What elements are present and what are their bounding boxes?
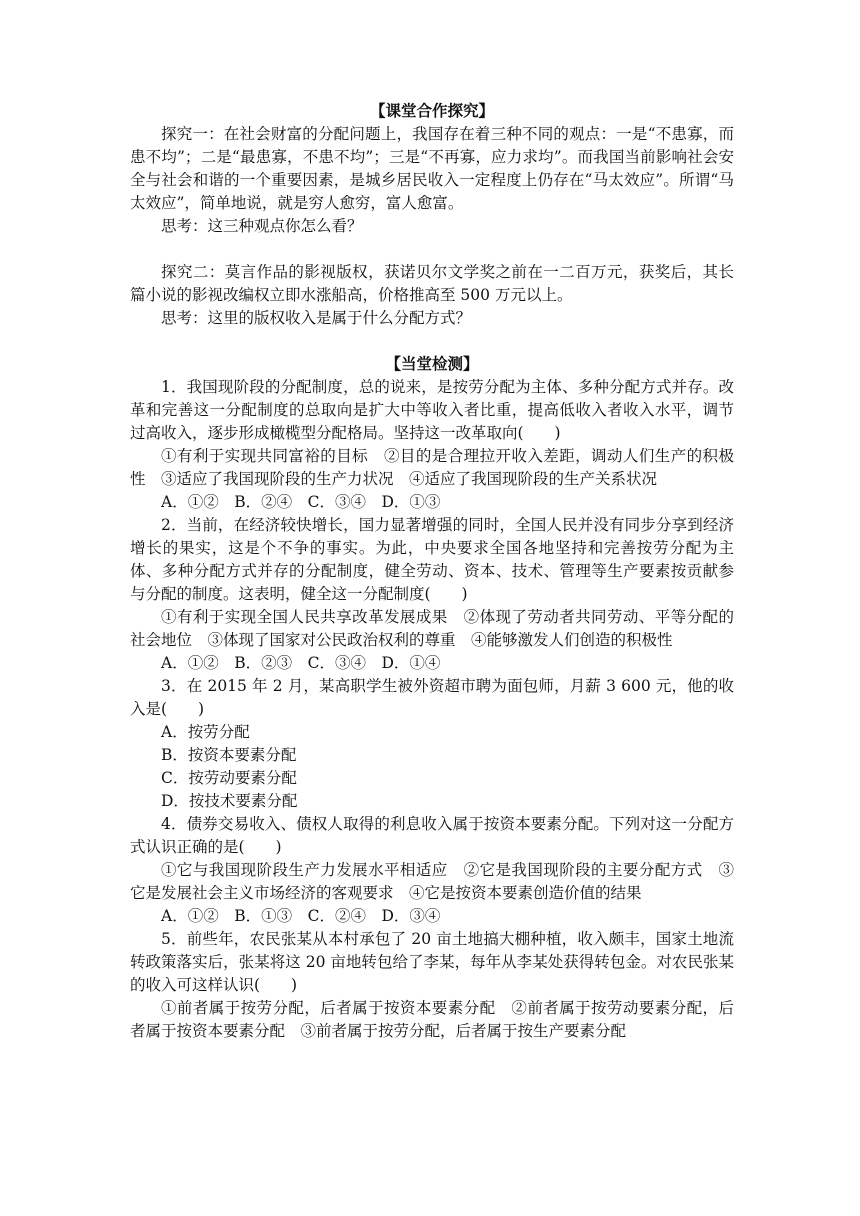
question-3-stem: 3．在 2015 年 2 月，某高职学生被外资超市聘为面包师，月薪 3 600 元，他的收入是( ) (130, 677, 734, 718)
question-3-option-b: B．按资本要素分配 (161, 746, 297, 764)
question-4-options: A．①② B．①③ C．②④ D．③④ (161, 907, 441, 925)
question-1-options: A．①② B．②④ C．③④ D．①③ (161, 493, 441, 511)
blank-line (130, 330, 734, 353)
question-2-items: ①有利于实现全国人民共享改革发展成果 ②体现了劳动者共同劳动、平等分配的社会地位 ③体现了国家对公民政治权利的尊重 ④能够激发人们创造的积极性 (130, 608, 734, 649)
question-4-items: ①它与我国现阶段生产力发展水平相适应 ②它是我国现阶段的主要分配方式 ③它是发展社会主义市场经济的客观要求 ④它是按资本要素创造价值的结果 (130, 861, 734, 902)
exploration-one: 探究一：在社会财富的分配问题上，我国存在着三种不同的观点：一是“不患寡，而患不均”；二是“最患寡，不患不均”；三是“不再寡，应力求均”。而我国当前影响社会安全与社会和谐的一个重要因素，是城乡居民收入一定程度上仍存在“马太效应”。所谓“马太效应”，简单地说，就是穷人愈穷，富人愈富。 (130, 125, 734, 212)
section-title-cooperative-exploration: 【课堂合作探究】 (369, 102, 494, 120)
question-5-items: ①前者属于按劳分配，后者属于按资本要素分配 ②前者属于按劳动要素分配，后者属于按资本要素分配 ③前者属于按劳分配，后者属于按生产要素分配 (130, 999, 734, 1040)
blank-line (130, 238, 734, 261)
question-2-stem: 2．当前，在经济较快增长，国力显著增强的同时，全国人民并没有同步分享到经济增长的果实，这是个不争的事实。为此，中央要求全国各地坚持和完善按劳分配为主体、多种分配方式并存的分配制度，健全劳动、资本、技术、管理等生产要素按贡献参与分配的制度。这表明，健全这一分配制度( ) (130, 516, 734, 603)
exploration-two-question: 思考：这里的版权收入是属于什么分配方式？ (161, 309, 472, 327)
question-3-option-c: C．按劳动要素分配 (161, 769, 297, 787)
section-title-classroom-test: 【当堂检测】 (385, 355, 479, 373)
question-1-items: ①有利于实现共同富裕的目标 ②目的是合理拉开收入差距，调动人们生产的积极性 ③适应了我国现阶段的生产力状况 ④适应了我国现阶段的生产关系状况 (130, 447, 734, 488)
question-1-stem: 1．我国现阶段的分配制度，总的说来，是按劳分配为主体、多种分配方式并存。改革和完善这一分配制度的总取向是扩大中等收入者比重，提高低收入者收入水平，调节过高收入，逐步形成橄榄型分配格局。坚持这一改革取向( ) (130, 378, 734, 442)
question-3-option-d: D．按技术要素分配 (161, 792, 298, 810)
exploration-one-question: 思考：这三种观点你怎么看？ (161, 217, 363, 235)
question-2-options: A．①② B．②③ C．③④ D．①④ (161, 654, 441, 672)
exploration-two: 探究二：莫言作品的影视版权，获诺贝尔文学奖之前在一二百万元，获奖后，其长篇小说的影视改编权立即水涨船高，价格推高至 500 万元以上。 (130, 263, 734, 304)
question-4-stem: 4．债券交易收入、债权人取得的利息收入属于按资本要素分配。下列对这一分配方式认识正确的是( ) (130, 815, 734, 856)
question-3-option-a: A．按劳分配 (161, 723, 250, 741)
question-5-stem: 5．前些年，农民张某从本村承包了 20 亩土地搞大棚种植，收入颇丰，国家土地流转政策落实后，张某将这 20 亩地转包给了李某，每年从李某处获得转包金。对农民张某的收入可这样认识( ) (130, 930, 734, 994)
